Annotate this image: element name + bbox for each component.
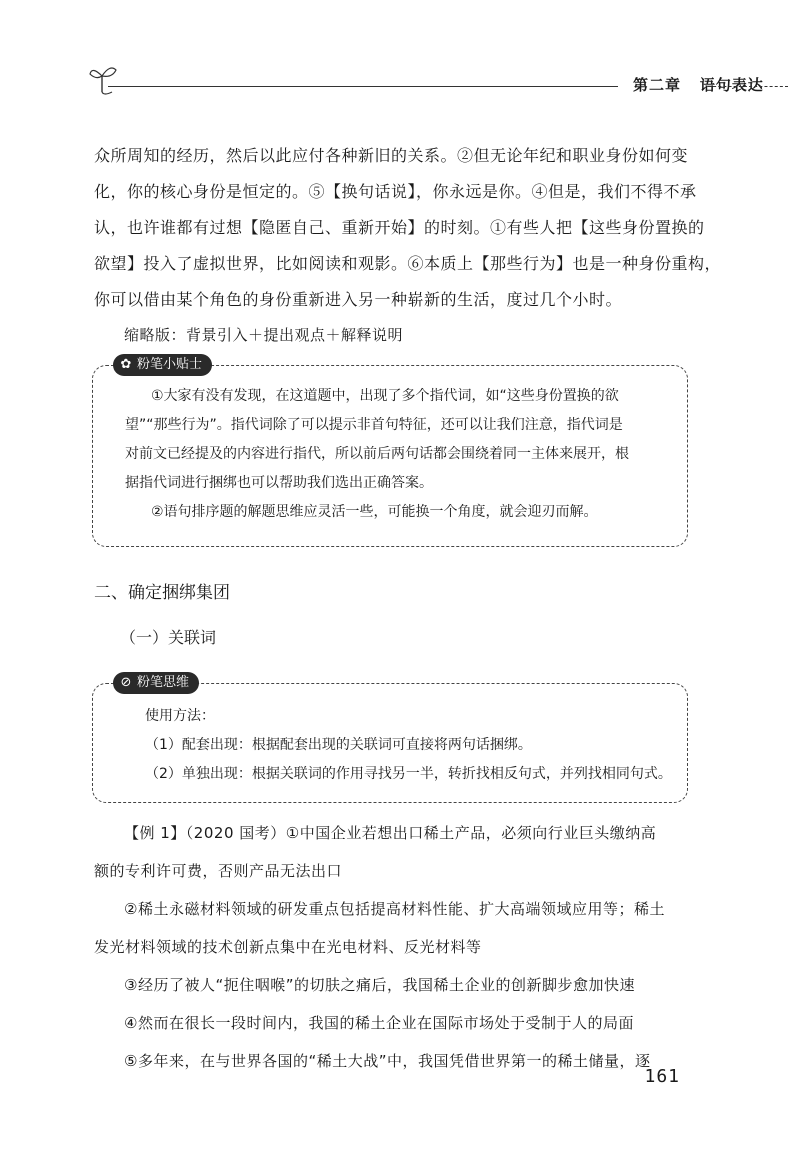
think-box-label: ⊘ 粉笔思维 xyxy=(113,672,199,694)
example-line: 【例 1】（2020 国考）①中国企业若想出口稀土产品，必须向行业巨头缴纳高 xyxy=(124,824,657,842)
tip-line: 据指代词进行捆绑也可以帮助我们选出正确答案。 xyxy=(125,475,433,491)
summary-line: 缩略版：背景引入＋提出观点＋解释说明 xyxy=(124,326,404,344)
think-line: （1）配套出现：根据配套出现的关联词可直接将两句话捆绑。 xyxy=(145,737,532,753)
tip-line: ①大家有没有发现，在这道题中，出现了多个指代词，如“这些身份置换的欲 xyxy=(151,388,619,404)
body-line: 欲望】投入了虚拟世界，比如阅读和观影。⑥本质上【那些行为】也是一种身份重构， xyxy=(94,254,722,273)
section-title: 二、确定捆绑集团 xyxy=(94,583,230,603)
page-number: 161 xyxy=(644,1066,680,1087)
chapter-title: 第二章 语句表达 xyxy=(633,76,764,94)
page-header xyxy=(88,62,788,102)
tip-box-label: ✿ 粉笔小贴士 xyxy=(113,354,212,376)
think-box xyxy=(92,675,688,803)
circle-slash-icon: ⊘ xyxy=(120,675,132,690)
sprout-icon: ✿ xyxy=(120,357,132,372)
example-line: 发光材料领域的技术创新点集中在光电材料、反光材料等 xyxy=(94,938,482,956)
tip-line: 望”“那些行为”。指代词除了可以提示非首句特征，还可以让我们注意，指代词是 xyxy=(125,417,623,433)
sub-title: （一）关联词 xyxy=(120,628,217,647)
body-line: 化，你的核心身份是恒定的。⑤【换句话说】，你永远是你。④但是，我们不得不承 xyxy=(94,182,697,201)
example-line: ③经历了被人“扼住咽喉”的切肤之痛后，我国稀土企业的创新脚步愈加快速 xyxy=(124,976,635,994)
think-line: 使用方法： xyxy=(145,708,215,724)
think-line: （2）单独出现：根据关联词的作用寻找另一半，转折找相反句式，并列找相同句式。 xyxy=(145,766,672,782)
tip-line: ②语句排序题的解题思维应灵活一些，可能换一个角度，就会迎刃而解。 xyxy=(151,504,598,520)
example-line: ②稀土永磁材料领域的研发重点包括提高材料性能、扩大高端领域应用等；稀土 xyxy=(124,900,665,918)
example-block xyxy=(94,818,704,1077)
header-rule-right xyxy=(708,86,788,87)
body-line: 认，也许谁都有过想【隐匿自己、重新开始】的时刻。①有些人把【这些身份置换的 xyxy=(94,218,705,237)
example-line: ④然而在很长一段时间内，我国的稀土企业在国际市场处于受制于人的局面 xyxy=(124,1014,634,1032)
example-line: 额的专利许可费，否则产品无法出口 xyxy=(94,862,343,880)
tip-box xyxy=(92,357,688,547)
body-line: 众所周知的经历，然后以此应付各种新旧的关系。②但无论年纪和职业身份如何变 xyxy=(94,146,689,165)
body-line: 你可以借由某个角色的身份重新进入另一种崭新的生活，度过几个小时。 xyxy=(94,290,623,309)
tip-line: 对前文已经提及的内容进行指代，所以前后两句话都会围绕着同一主体来展开，根 xyxy=(125,446,629,462)
example-line: ⑤多年来，在与世界各国的“稀土大战”中，我国凭借世界第一的稀土储量，逐 xyxy=(124,1052,651,1070)
sprout-icon xyxy=(88,62,118,96)
header-rule xyxy=(108,86,618,87)
body-text xyxy=(94,140,722,351)
